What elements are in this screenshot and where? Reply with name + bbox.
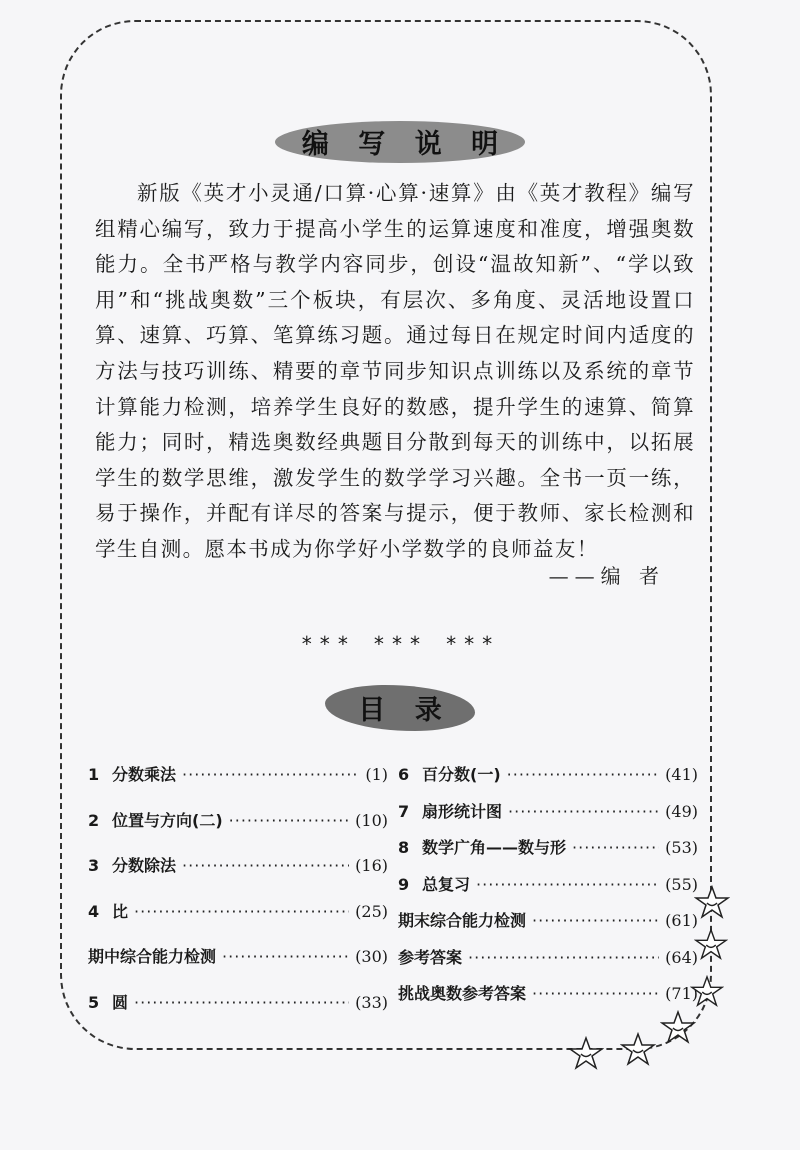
star-icon xyxy=(694,885,730,921)
star-icon xyxy=(568,1036,604,1072)
preface-signature: ——编 者 xyxy=(548,564,665,588)
toc-entry[interactable] xyxy=(398,799,698,821)
toc-leader-dots xyxy=(182,856,349,875)
toc-leader-dots xyxy=(532,984,659,1003)
toc-entry-page: (16) xyxy=(355,856,388,875)
star-icon xyxy=(660,1010,696,1046)
toc-leader-dots xyxy=(134,902,349,921)
toc-entry-title: 分数除法 xyxy=(112,856,177,875)
toc-leader-dots xyxy=(229,811,350,830)
star-icon xyxy=(620,1032,656,1068)
toc-entry-number: 4 xyxy=(88,901,100,921)
star-icon xyxy=(690,975,724,1009)
toc-entry-number: 5 xyxy=(88,992,100,1012)
toc-leader-dots xyxy=(468,948,659,967)
toc-entry[interactable] xyxy=(88,762,388,784)
toc-entry-title: 数学广角——数与形 xyxy=(422,838,567,857)
toc-entry-page: (30) xyxy=(355,947,388,966)
toc-entry-number: 8 xyxy=(398,838,410,857)
toc-entry-title: 圆 xyxy=(112,992,129,1012)
preface-title-badge xyxy=(292,122,508,161)
toc-entry-title: 期末综合能力检测 xyxy=(398,911,527,930)
toc-right-column xyxy=(398,762,698,1018)
preface-paragraph: 新版《英才小灵通/口算·心算·速算》由《英才教程》编写组精心编写，致力于提高小学生的运算速度和准度，增强奥数能力。全书严格与教学内容同步，创设“温故知新”、“学以致用”和“挑战奥数”三个板块，有层次、多角度、灵活地设置口算、速算、巧算、笔算练习题。通过每日在规定时间内适度的方法与技巧训练、精要的章节同步知识点训练以及系统的章节计算能力检测，培养学生良好的数感，提升学生的速算、简算能力；同时，精选奥数经典题目分散到每天的训练中，以拓展学生的数学思维，激发学生的数学学习兴趣。全书一页一练，易于操作，并配有详尽的答案与提示，便于教师、家长检测和学生自测。愿本书成为你学好小学数学的良师益友！ xyxy=(95,181,695,561)
toc-entry-page: (61) xyxy=(665,911,698,930)
toc-entry[interactable] xyxy=(88,899,388,921)
preface-title: 编 写 说 明 xyxy=(301,129,509,160)
toc-entry[interactable] xyxy=(88,990,388,1012)
toc-leader-dots xyxy=(134,993,349,1012)
toc-entry[interactable] xyxy=(88,808,388,830)
toc-entry-page: (33) xyxy=(355,992,388,1012)
toc-leader-dots xyxy=(182,765,359,784)
toc-entry-number: 7 xyxy=(398,801,410,821)
toc-entry[interactable] xyxy=(88,853,388,875)
toc-entry-page: (41) xyxy=(665,765,698,784)
toc-entry[interactable] xyxy=(398,835,698,857)
toc-entry-title: 比 xyxy=(112,901,129,921)
toc-leader-dots xyxy=(507,765,660,784)
toc-leader-dots xyxy=(222,947,349,966)
toc-left-column xyxy=(88,762,388,1035)
toc-entry-page: (10) xyxy=(355,810,388,830)
toc-entry-number: 6 xyxy=(398,765,410,784)
preface-title-banner xyxy=(0,122,800,161)
toc-entry[interactable] xyxy=(398,762,698,784)
toc-entry-title: 期中综合能力检测 xyxy=(88,947,217,966)
toc-leader-dots xyxy=(532,911,659,930)
toc-entry-title: 挑战奥数参考答案 xyxy=(398,984,527,1003)
preface-body xyxy=(95,176,695,568)
toc-entry-number: 3 xyxy=(88,856,100,875)
toc-entry[interactable] xyxy=(398,945,698,967)
toc-entry-title: 扇形统计图 xyxy=(422,801,503,821)
toc-leader-dots xyxy=(476,875,659,894)
toc-title-banner xyxy=(0,688,800,727)
toc-entry-page: (71) xyxy=(665,984,698,1003)
toc-entry[interactable] xyxy=(398,908,698,930)
toc-leader-dots xyxy=(572,838,659,857)
toc-entry-number: 9 xyxy=(398,874,410,894)
toc-entry[interactable] xyxy=(88,944,388,966)
toc-entry-page: (25) xyxy=(355,901,388,921)
toc-entry-page: (55) xyxy=(665,874,698,894)
toc-entry-title: 位置与方向(二) xyxy=(112,810,223,830)
toc-entry[interactable] xyxy=(398,981,698,1003)
toc-entry-page: (53) xyxy=(665,838,698,857)
toc-leader-dots xyxy=(508,802,659,821)
toc-entry[interactable] xyxy=(398,872,698,894)
toc-entry-page: (64) xyxy=(665,947,698,967)
toc-title-badge xyxy=(348,688,451,727)
toc-entry-title: 分数乘法 xyxy=(112,765,177,784)
toc-entry-title: 总复习 xyxy=(422,874,471,894)
toc-entry-number: 1 xyxy=(88,765,100,784)
toc-entry-title: 百分数(一) xyxy=(422,765,501,784)
toc-title: 目 录 xyxy=(358,695,452,726)
star-icon xyxy=(694,928,728,962)
toc-entry-page: (1) xyxy=(365,765,388,784)
toc-entry-number: 2 xyxy=(88,810,100,830)
section-separator: *** *** *** xyxy=(300,632,500,656)
toc-entry-page: (49) xyxy=(665,801,698,821)
toc-entry-title: 参考答案 xyxy=(398,947,463,967)
